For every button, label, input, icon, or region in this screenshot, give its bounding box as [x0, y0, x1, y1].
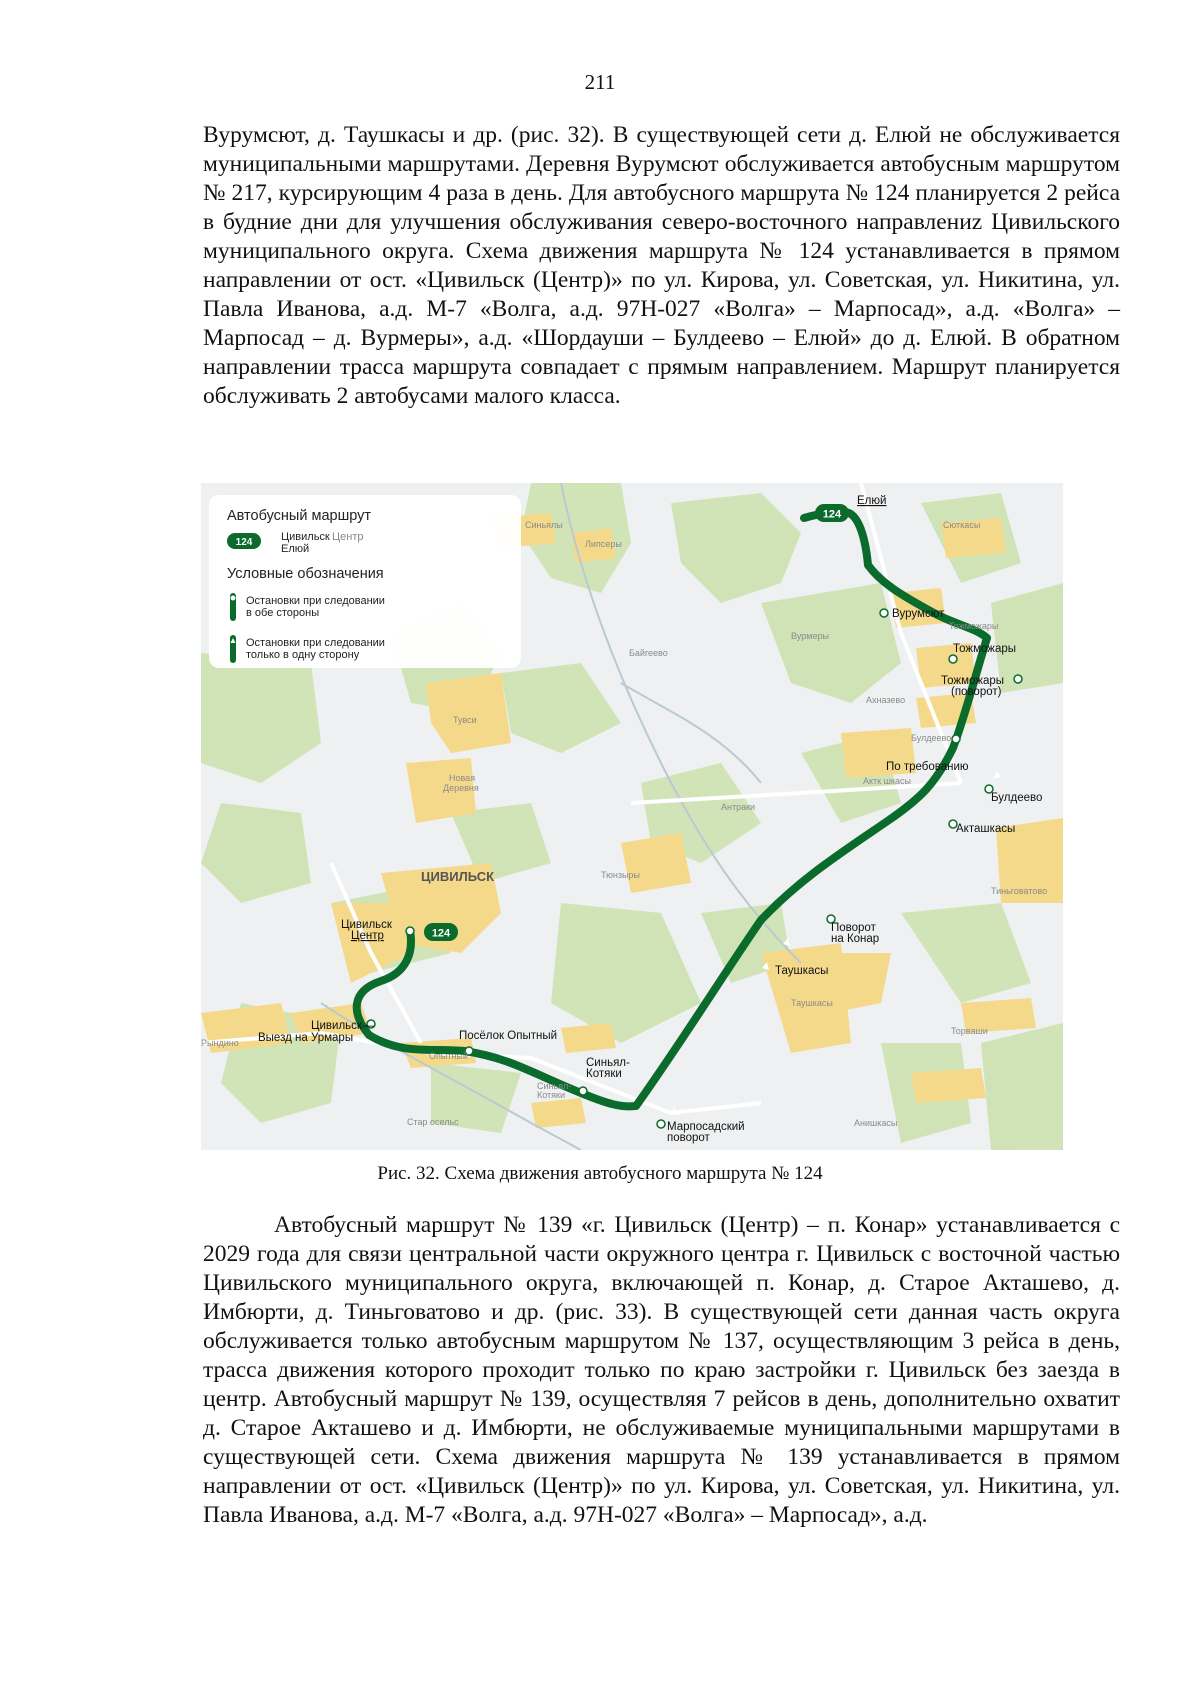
place-syutkasy: Сюткасы — [943, 520, 981, 530]
map-legend — [209, 495, 521, 668]
place-city-label: ЦИВИЛЬСК — [421, 869, 495, 884]
place-novaya-2: Деревня — [443, 783, 479, 793]
legend-symbols-title: Условные обозначения — [227, 566, 384, 582]
stop-label-taushkasy: Таушкасы — [775, 965, 829, 977]
stop-label-tozhmozhary: Тожможары — [953, 643, 1017, 655]
place-opytny: Опытный — [429, 1051, 468, 1061]
place-antrak: Антраки — [721, 802, 756, 812]
stop-tozhmozhary-turn — [1014, 675, 1022, 683]
stop-label-konar-turn-2: на Конар — [831, 933, 880, 945]
legend-route-from: Цивильск — [281, 531, 330, 543]
place-torvashi: Торваши — [951, 1026, 988, 1036]
stop-marposad-turn — [657, 1120, 665, 1128]
body-paragraph-2: Автобусный маршрут № 139 «г. Цивильск (Центр) – п. Конар» устанавливается с 2029 года для связи центральной части окружного центра г. Цивильск с восточной частью Цивильского муниципального округа, включающей п. Конар, д. Старое Акташево, д. Имбюрти, д. Тиньговатово и др. (рис. 33). В существующей сети данная часть округа обслуживается только автобусным маршрутом № 137, осуществляющим 3 рейса в день, трасса движения которого проходит только по краю застройки г. Цивильск без заезда в центр. Автобусный маршрут № 139, осуществляя 7 рейсов в день, дополнительно охватит д. Старое Акташево и д. Имбюрти, не обслуживаемые муниципальными маршрутами в существующей сети. Схема движения маршрута № 139 устанавливается в прямом направлении от ост. «Цивильск (Центр)» по ул. Кирова, ул. Советская, ул. Никитина, ул. Павла Иванова, а.д. М-7 «Волга, а.д. 97Н-027 «Волга» – Марпосад», а.д. — [203, 1212, 1120, 1528]
place-tyunzyry: Тюнзыры — [601, 870, 640, 880]
place-lipsery: Липсеры — [585, 539, 622, 549]
legend-both-ways-dot — [231, 596, 236, 601]
page-number: 211 — [584, 70, 616, 94]
stop-tsivilsk-center — [406, 927, 414, 935]
stop-vurumsyut — [880, 609, 888, 617]
stop-label-eluy: Елюй — [857, 495, 887, 507]
figure-caption: Рис. 32. Схема движения автобусного маршрута № 124 — [377, 1163, 823, 1184]
place-aktkashkasy: Актк шкасы — [863, 776, 911, 786]
place-starosele: Стар осельс — [407, 1117, 459, 1127]
stop-label-marposad-turn-1: Марпосадский — [667, 1121, 745, 1133]
stop-sinyal-kotyaki — [579, 1087, 587, 1095]
stop-label-exit-urmary-1: Цивильск— — [311, 1020, 374, 1032]
stop-label-on-demand: По требованию — [886, 761, 969, 773]
stop-label-tsivilsk-center-1: Цивильск — [341, 919, 392, 931]
place-taushkasy: Таушкасы — [791, 998, 833, 1008]
stop-label-poselok-opytny: Посёлок Опытный — [459, 1030, 558, 1042]
legend-route-from-suffix: Центр — [332, 531, 364, 543]
stop-label-buldeevo: Булдеево — [991, 792, 1043, 804]
place-tozhmozhary: Тожможары — [949, 621, 999, 631]
route-map — [201, 483, 1063, 1150]
place-sinyaly: Синьялы — [525, 520, 563, 530]
legend-route-to: Елюй — [281, 543, 310, 555]
place-baygeevo: Байгеево — [629, 648, 668, 658]
body-paragraph-1: Вурумсют, д. Таушкасы и др. (рис. 32). В существующей сети д. Елюй не обслуживается муниципальными маршрутами. Деревня Вурумсют обслуживается автобусным маршрутом № 217, курсирующим 4 раза в день. Для автобусного маршрута № 124 планируется 2 рейса в будние дни для улучшения обслуживания северо-восточного направлениz Цивильского муниципального округа. Схема движения маршрута № 124 устанавливается в прямом направлении от ост. «Цивильск (Центр)» по ул. Кирова, ул. Советская, ул. Никитина, ул. Павла Иванова, а.д. М-7 «Волга, а.д. 97Н-027 «Волга» – Марпосад», а.д. «Волга» – Марпосад – д. Вурмеры», а.д. «Шордауши – Булдеево – Елюй» до д. Елюй. В обратном направлении трасса маршрута совпадает с прямым направлением. Маршрут планируется обслуживать 2 автобусами малого класса. — [203, 122, 1120, 409]
stop-label-sinyal-kotyaki-2: Котяки — [586, 1068, 622, 1080]
legend-both-line2: в обе стороны — [246, 607, 320, 619]
route-badge-start-label: 124 — [431, 927, 451, 940]
place-tingovatovo: Тиньговатово — [991, 886, 1048, 896]
route-badge-end-label: 124 — [822, 508, 842, 521]
route-map-canvas — [201, 483, 1063, 1150]
legend-one-line1: Остановки при следовании — [246, 637, 385, 649]
stop-label-vurumsyut: Вурумсют — [892, 608, 945, 620]
stop-label-tozhmozhary-turn-2: (поворот) — [951, 686, 1002, 698]
place-sinyal-kotyaki-1: Синьял- — [537, 1081, 572, 1091]
stop-on-demand — [952, 735, 960, 743]
stop-label-marposad-turn-2: поворот — [667, 1132, 710, 1144]
stop-label-tsivilsk-center-2: Центр — [351, 930, 384, 942]
stop-label-sinyal-kotyaki-1: Синьял- — [586, 1057, 630, 1069]
place-akhnazevo: Ахназево — [866, 695, 906, 705]
place-sinyal-kotyaki-2: Котяки — [537, 1090, 566, 1100]
legend-both-line1: Остановки при следовании — [246, 595, 385, 607]
place-vurmery: Вурмеры — [791, 631, 829, 641]
legend-title: Автобусный маршрут — [227, 508, 372, 524]
place-buldeevo: Булдеево — [911, 733, 952, 743]
place-tuvsi: Тувси — [453, 715, 477, 725]
stop-label-aktashkasy: Акташкасы — [956, 823, 1016, 835]
stop-label-exit-urmary-2: Выезд на Урмары — [258, 1032, 354, 1044]
stop-label-tozhmozhary-turn-1: Тожможары — [941, 675, 1005, 687]
stop-tozhmozhary — [949, 655, 957, 663]
stop-label-konar-turn-1: Поворот — [831, 922, 876, 934]
place-ryndino: Рындино — [201, 1038, 239, 1048]
legend-one-line2: только в одну сторону — [246, 649, 360, 661]
place-anishkasy: Анишкасы — [854, 1118, 898, 1128]
legend-route-badge-label: 124 — [235, 537, 253, 548]
place-novaya-1: Новая — [449, 773, 476, 783]
